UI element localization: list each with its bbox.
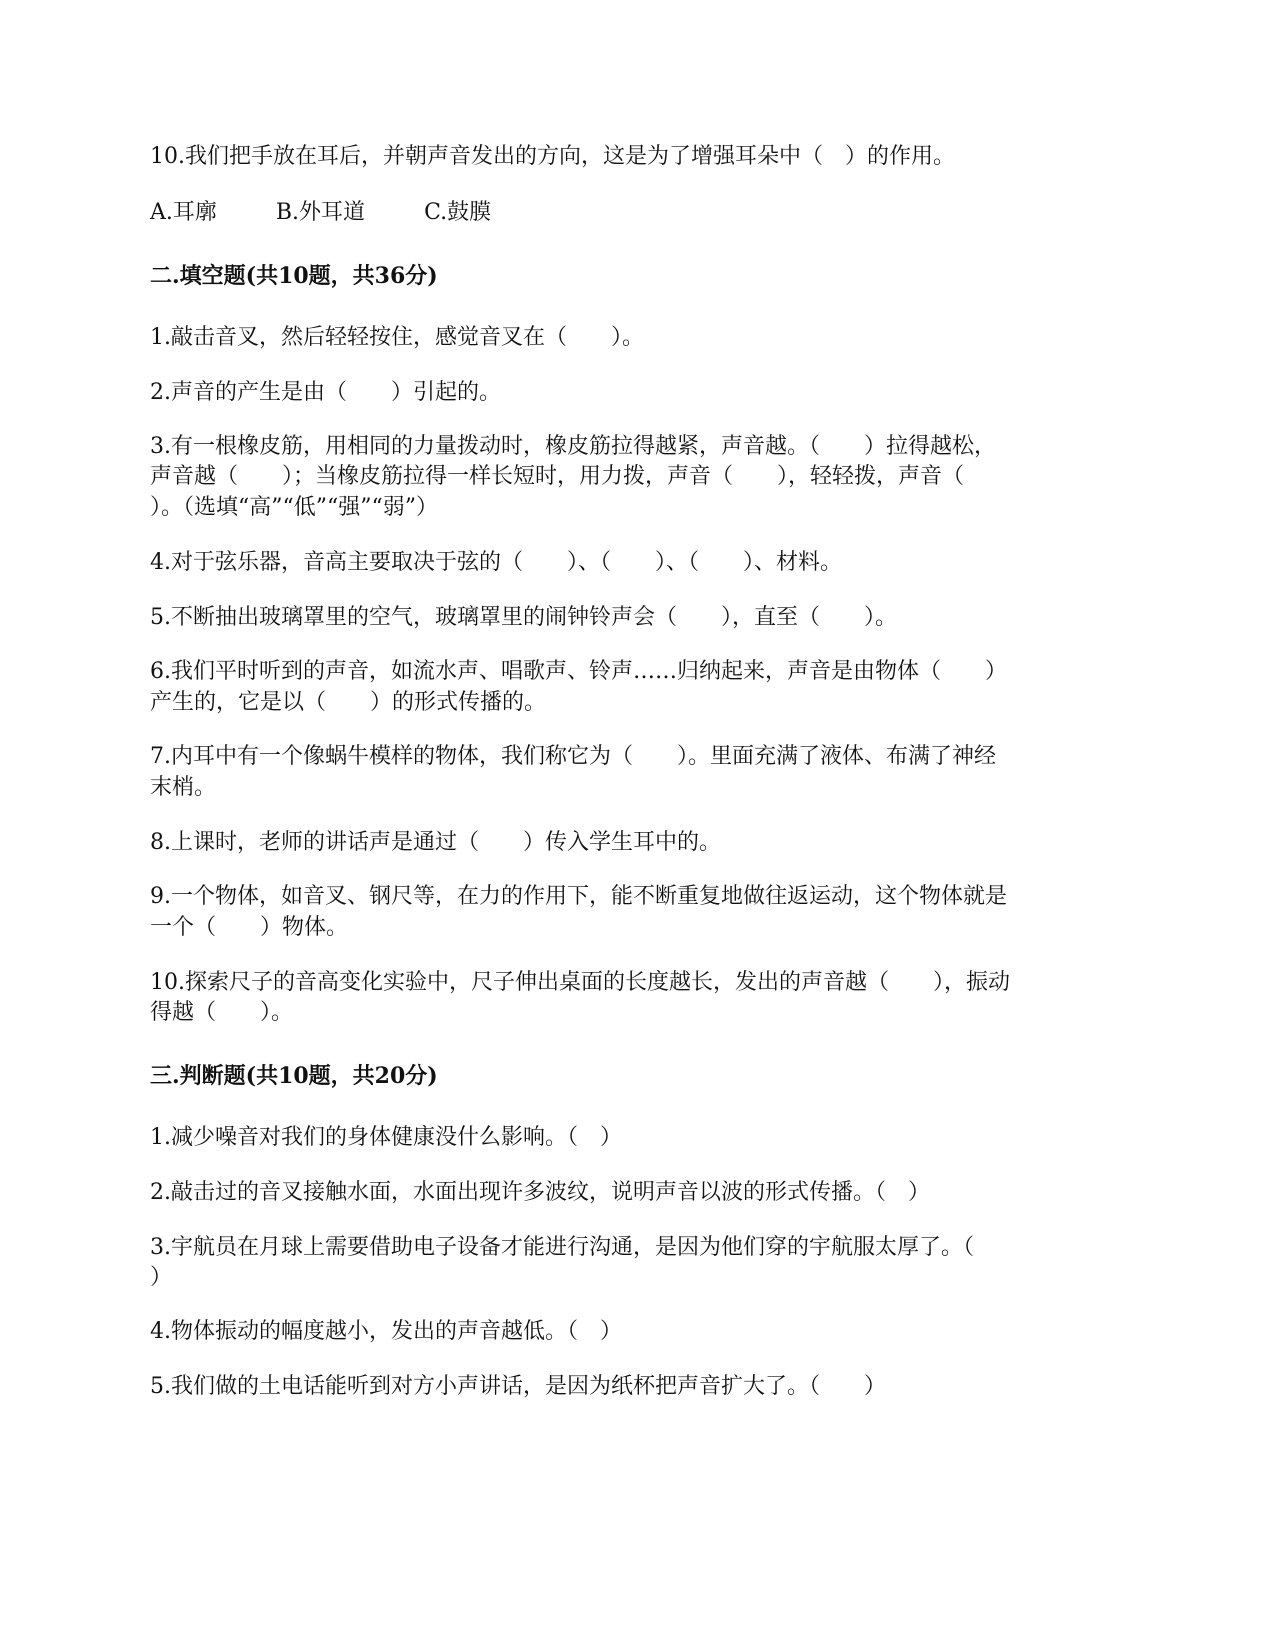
judge-question-4: 4.物体振动的幅度越小，发出的声音越低。（ ） (150, 1319, 622, 1344)
fill-question-7-line-1: 7.内耳中有一个像蜗牛模样的物体，我们称它为（ ）。里面充满了液体、布满了神经 (150, 744, 996, 769)
fill-question-2: 2.声音的产生是由（ ）引起的。 (150, 380, 501, 405)
fill-question-6-line-1: 6.我们平时听到的声音，如流水声、唱歌声、铃声……归纳起来，声音是由物体（ ） (150, 659, 1007, 684)
fill-question-3-line-2: 声音越（ ）；当橡皮筋拉得一样长短时，用力拨，声音（ ），轻轻拨，声音（ (150, 464, 965, 489)
fill-question-7-line-2: 末梢。 (150, 775, 217, 800)
fill-question-10-line-2: 得越（ ）。 (150, 1000, 294, 1025)
fill-question-3-line-1: 3.有一根橡皮筋，用相同的力量拨动时，橡皮筋拉得越紧，声音越。（ ）拉得越松， (150, 434, 996, 459)
fill-question-8: 8.上课时，老师的讲话声是通过（ ）传入学生耳中的。 (150, 830, 721, 855)
fill-question-9-line-2: 一个（ ）物体。 (150, 915, 349, 940)
option-a: A.耳廓 (150, 200, 217, 225)
judge-question-2: 2.敲击过的音叉接触水面，水面出现许多波纹，说明声音以波的形式传播。（ ） (150, 1180, 930, 1205)
judge-question-5: 5.我们做的土电话能听到对方小声讲话，是因为纸杯把声音扩大了。（ ） (150, 1374, 886, 1399)
fill-question-5: 5.不断抽出玻璃罩里的空气，玻璃罩里的闹钟铃声会（ ），直至（ ）。 (150, 605, 897, 630)
section-heading-fill-blank: 二.填空题(共10题，共36分) (150, 263, 438, 289)
fill-question-10-line-1: 10.探索尺子的音高变化实验中，尺子伸出桌面的长度越长，发出的声音越（ ），振动 (150, 970, 1010, 995)
fill-question-3-line-3: ）。（选填“高”“低”“强”“弱”） (150, 495, 438, 520)
fill-question-6-line-2: 产生的，它是以（ ）的形式传播的。 (150, 690, 547, 715)
mc-question-10: 10.我们把手放在耳后，并朝声音发出的方向，这是为了增强耳朵中（ ）的作用。 (150, 144, 955, 169)
judge-question-3-line-1: 3.宇航员在月球上需要借助电子设备才能进行沟通，是因为他们穿的宇航服太厚了。（ (150, 1235, 974, 1260)
option-b: B.外耳道 (275, 200, 366, 225)
fill-question-9-line-1: 9.一个物体，如音叉、钢尺等，在力的作用下，能不断重复地做往返运动，这个物体就是 (150, 884, 1007, 909)
fill-question-4: 4.对于弦乐器，音高主要取决于弦的（ ）、（ ）、（ ）、材料。 (150, 550, 842, 575)
judge-question-3-line-2: ） (150, 1265, 173, 1290)
option-c: C.鼓膜 (424, 200, 492, 225)
fill-question-1: 1.敲击音叉，然后轻轻按住，感觉音叉在（ ）。 (150, 325, 644, 350)
section-heading-judge: 三.判断题(共10题，共20分) (150, 1063, 438, 1089)
mc-question-10-options (150, 197, 1125, 229)
judge-question-1: 1.减少噪音对我们的身体健康没什么影响。（ ） (150, 1125, 622, 1150)
